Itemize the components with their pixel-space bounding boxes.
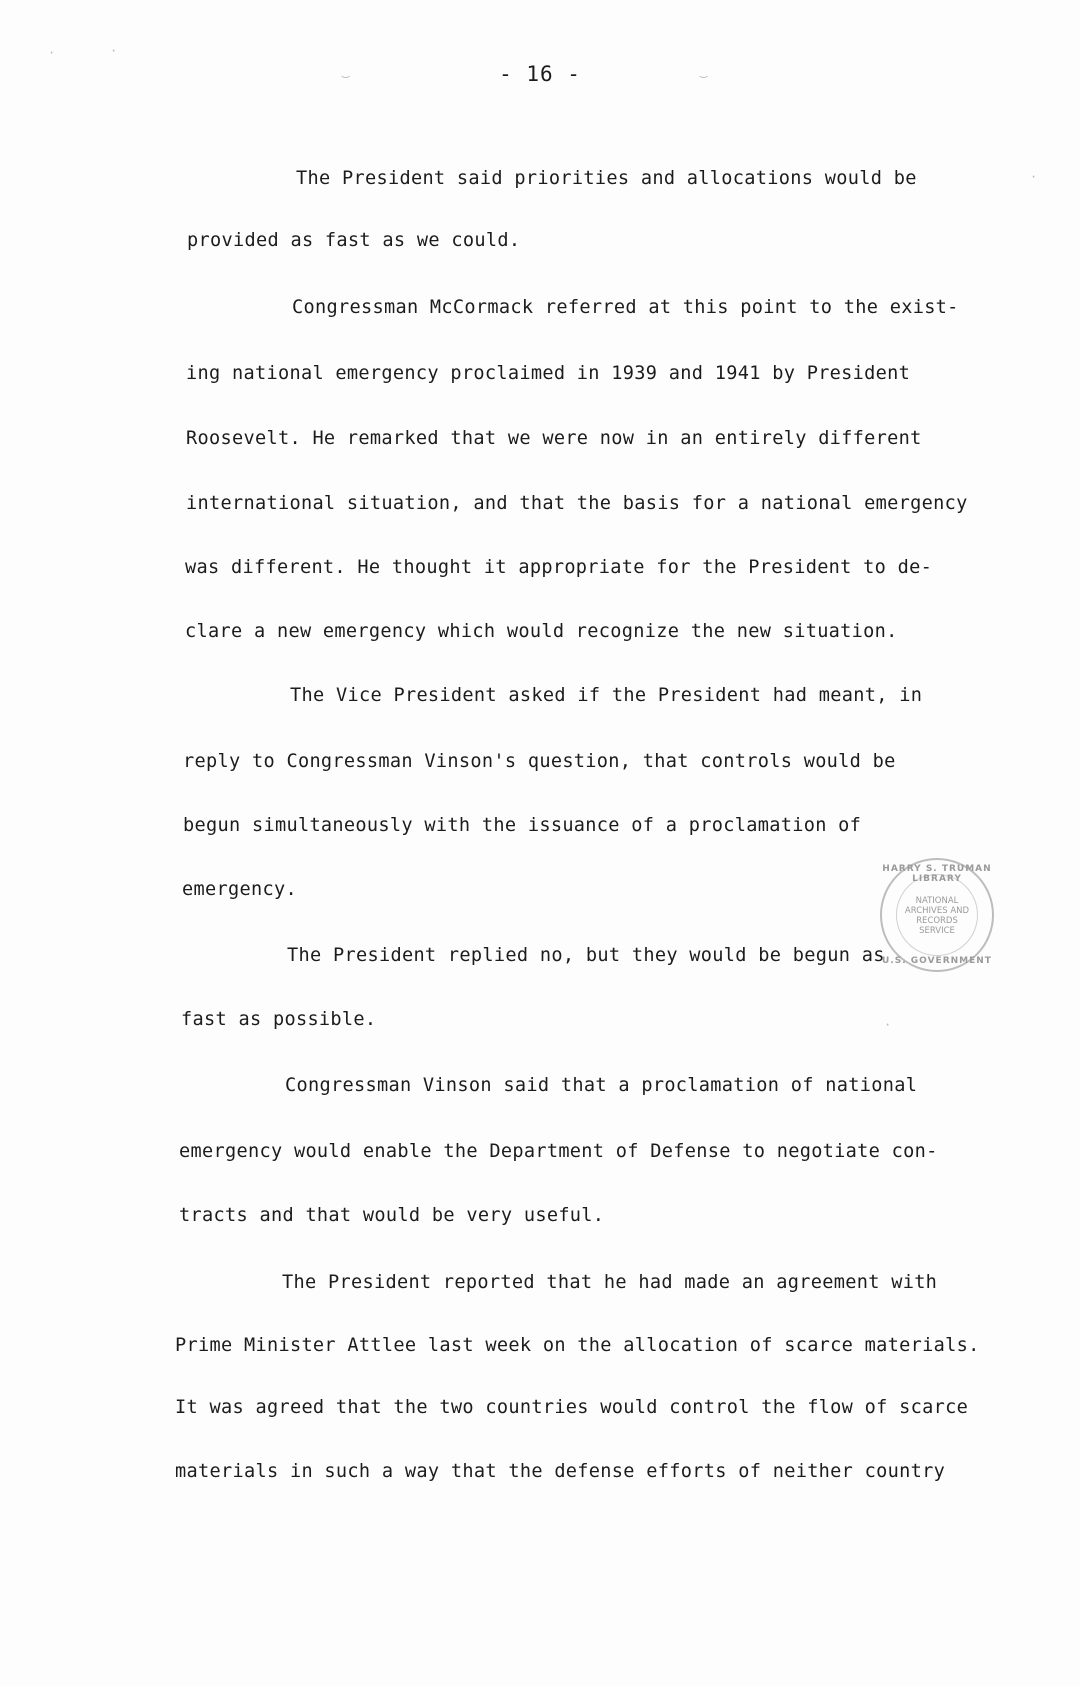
text-line: Congressman Vinson said that a proclamation of national — [285, 1075, 918, 1096]
scan-speck: · — [48, 46, 56, 60]
text-line: The President said priorities and allocations would be — [296, 168, 917, 189]
stamp-center-text — [882, 896, 992, 936]
text-line: clare a new emergency which would recognize the new situation. — [185, 621, 898, 642]
scan-speck: ‿ — [342, 64, 350, 78]
text-line: emergency. — [182, 879, 297, 900]
text-line: The President reported that he had made an agreement with — [282, 1272, 938, 1293]
text-line: It was agreed that the two countries would control the flow of scarce — [175, 1397, 969, 1418]
text-line: The President replied no, but they would be begun as — [287, 945, 885, 966]
text-line: begun simultaneously with the issuance of a proclamation of — [183, 815, 862, 836]
scan-speck: · — [884, 1018, 892, 1032]
text-line: Congressman McCormack referred at this point to the exist- — [292, 297, 959, 318]
stamp-center-line: SERVICE — [919, 926, 955, 936]
stamp-ring-top-text: HARRY S. TRUMAN LIBRARY — [882, 864, 992, 884]
stamp-center-line: RECORDS — [916, 916, 958, 926]
text-line: materials in such a way that the defense efforts of neither country — [175, 1461, 946, 1482]
scan-speck: · — [1030, 170, 1038, 184]
text-line: ing national emergency proclaimed in 1939 and 1941 by President — [186, 363, 911, 384]
scan-speck: ‿ — [700, 64, 708, 78]
page-number: - 16 - — [499, 62, 581, 86]
text-line: tracts and that would be very useful. — [179, 1205, 605, 1226]
stamp-ring-bottom-text: U.S. GOVERNMENT — [882, 956, 992, 966]
text-line: provided as fast as we could. — [187, 230, 521, 251]
text-line: reply to Congressman Vinson's question, that controls would be — [183, 751, 896, 772]
text-line: fast as possible. — [181, 1009, 377, 1030]
stamp-center-line: ARCHIVES AND — [904, 906, 970, 916]
archive-stamp-seal — [880, 858, 994, 972]
text-line: was different. He thought it appropriate for the President to de- — [185, 557, 933, 578]
text-line: Prime Minister Attlee last week on the allocation of scarce materials. — [175, 1335, 980, 1356]
text-line: The Vice President asked if the President had meant, in — [290, 685, 923, 706]
text-line: international situation, and that the basis for a national emergency — [186, 493, 968, 514]
text-line: emergency would enable the Department of Defense to negotiate con- — [179, 1141, 938, 1162]
text-line: Roosevelt. He remarked that we were now in an entirely different — [186, 428, 922, 449]
scan-speck: · — [110, 44, 118, 58]
stamp-center-line: NATIONAL — [915, 896, 959, 906]
